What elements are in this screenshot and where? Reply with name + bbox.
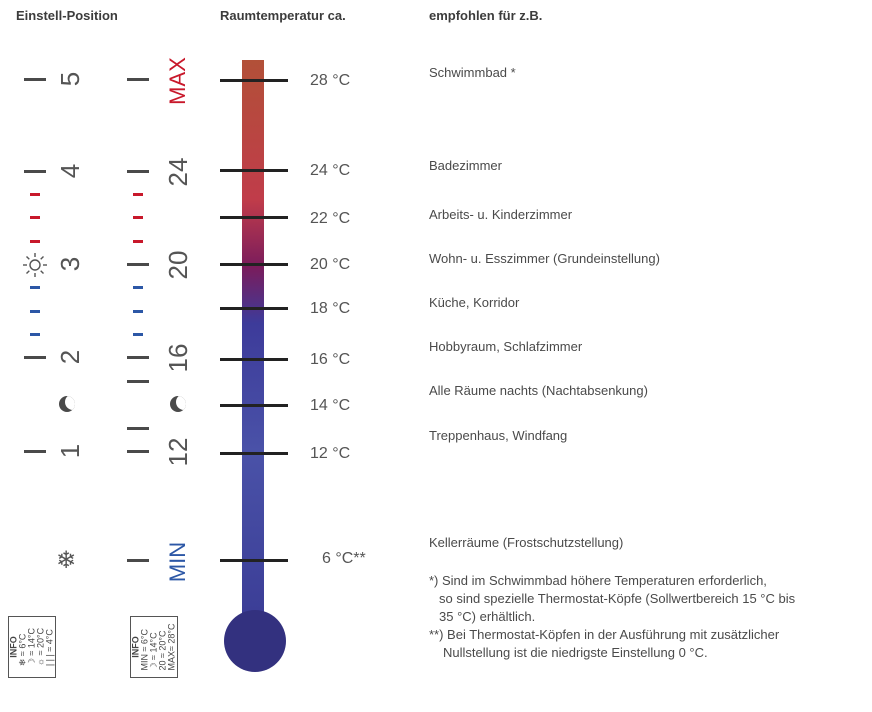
info-box-right-content [132,623,177,670]
label-max: MAX [165,57,190,105]
moon-icon [170,396,186,412]
info-box-left-content [10,628,55,666]
temp-label: 24 °C [310,162,351,179]
tick-4 [24,170,46,173]
info-right-title: INFO [130,636,141,658]
temp-label: 18 °C [310,300,351,317]
room-item: Hobbyraum, Schlafzimmer [429,339,583,354]
tick-red-a [133,193,143,196]
tick-blue-1 [30,286,40,289]
info-left-line: ❄ ≈ 6°C [17,633,28,667]
thermo-tick-20 [220,263,288,266]
temp-label: 6 °C** [322,550,366,567]
label-16: 16 [163,343,193,373]
footnotes [429,572,795,662]
moon-icon [59,396,75,412]
header-recommended-for: empfohlen für z.B. [429,8,543,23]
thermo-tick-14 [220,404,288,407]
snowflake-icon: ❄ [56,546,77,574]
label-min: MIN [165,541,190,583]
info-left-title: INFO [8,636,19,658]
temp-label: 28 °C [310,72,351,89]
thermo-tick-16 [220,358,288,361]
info-left-line: ☽ ≈ 14°C [26,628,37,667]
tick-red-b [133,216,143,219]
tick-15 [127,380,149,383]
tick-red-1 [30,193,40,196]
thermo-tick-28 [220,79,288,82]
sun-icon [22,252,48,278]
footnote-2-line-1: **) Bei Thermostat-Köpfen in der Ausführung mit zusätzlicher [429,627,780,642]
thermo-tick-18 [220,307,288,310]
header-room-temperature: Raumtemperatur ca. [220,8,346,23]
position-5: 5 [55,71,85,87]
footnote-2-line-2-text: Nullstellung ist die niedrigste Einstellung 0 °C. [443,645,708,660]
tick-1 [24,450,46,453]
room-item: Badezimmer [429,158,502,173]
room-item: Arbeits- u. Kinderzimmer [429,207,573,222]
room-item: Alle Räume nachts (Nachtabsenkung) [429,383,648,398]
thermometer-bulb [224,610,286,672]
info-right-line: ☽ ≈ 14°C [148,632,159,671]
info-right-line: 20 ≈ 20°C [157,630,168,671]
label-12: 12 [163,437,193,467]
thermo-tick-22 [220,216,288,219]
position-3: 3 [55,256,85,272]
tick-min [127,559,149,562]
header-setting-position: Einstell-Position [16,8,118,23]
thermo-tick-24 [220,169,288,172]
info-left-line: | | | ≈ 4°C [44,629,55,667]
room-item: Schwimmbad * [429,65,516,80]
room-item: Wohn- u. Esszimmer (Grundeinstellung) [429,251,660,266]
tick-16 [127,356,149,359]
tick-blue-a [133,286,143,289]
info-left-line: ☼ ≈ 20°C [35,627,46,667]
footnote-1-line-2-text: so sind spezielle Thermostat-Köpfe (Sollwertbereich 15 °C bis [439,591,796,606]
room-item: Küche, Korridor [429,295,520,310]
footnote-2-line-2 [429,644,795,662]
footnote-1-line-1: *) Sind im Schwimmbad höhere Temperaturen erforderlich, [429,573,767,588]
label-24: 24 [163,157,193,187]
thermometer-tube [242,60,264,620]
position-2: 2 [55,349,85,365]
footnote-1-line-3 [429,608,795,626]
tick-red-c [133,240,143,243]
tick-red-3 [30,240,40,243]
info-right-line: MIN ≈ 6°C [139,628,150,671]
tick-13 [127,427,149,430]
info-right-line: MAX≈ 28°C [166,623,177,671]
position-1: 1 [55,443,85,459]
tick-24 [127,170,149,173]
temp-label: 12 °C [310,445,351,462]
info-box-left [8,616,56,678]
temp-label: 22 °C [310,210,351,227]
room-item: Kellerräume (Frostschutzstellung) [429,535,624,550]
position-4: 4 [55,163,85,179]
temp-label: 20 °C [310,256,351,273]
room-item: Treppenhaus, Windfang [429,428,568,443]
footnote-1-line-2 [429,590,795,608]
label-20: 20 [163,250,193,280]
info-box-right [130,616,178,678]
tick-blue-2 [30,310,40,313]
tick-max [127,78,149,81]
tick-blue-b [133,310,143,313]
tick-red-2 [30,216,40,219]
temp-label: 16 °C [310,351,351,368]
tick-blue-3 [30,333,40,336]
tick-5 [24,78,46,81]
temp-label: 14 °C [310,397,351,414]
tick-20 [127,263,149,266]
tick-blue-c [133,333,143,336]
footnote-1-line-3-text: 35 °C) erhältlich. [439,609,536,624]
tick-2 [24,356,46,359]
thermo-tick-12 [220,452,288,455]
thermo-tick-6 [220,559,288,562]
tick-12 [127,450,149,453]
